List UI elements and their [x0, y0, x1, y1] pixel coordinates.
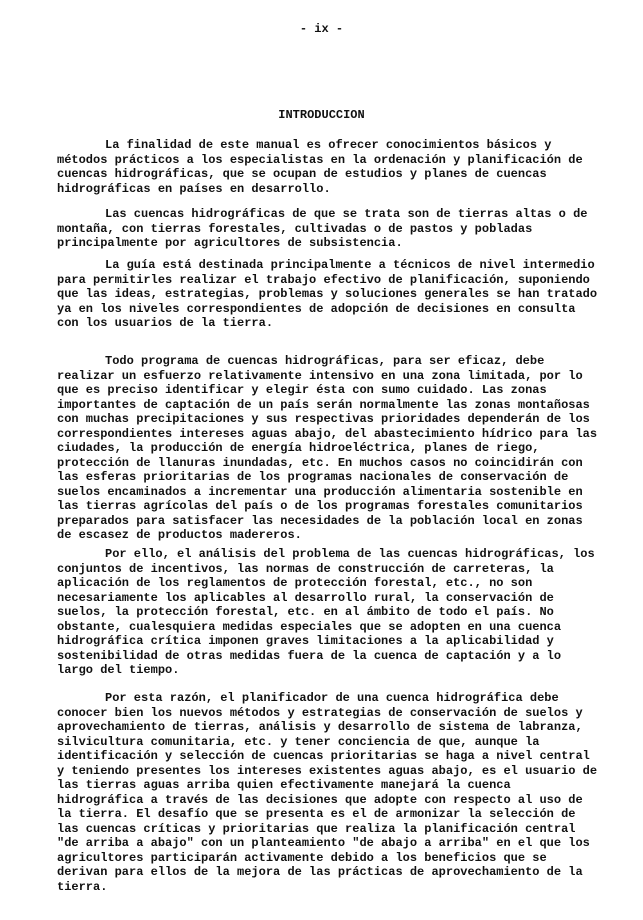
text-line: hidrográfica crítica imponen graves limitaciones a la aplicabilidad y [57, 634, 554, 648]
text-line: ciudades, la producción de energía hidroeléctrica, planes de riego, [57, 441, 540, 455]
text-line: que las ideas, estrategias, problemas y soluciones generales se han tratado [57, 287, 598, 301]
text-line: para permitirles realizar el trabajo efectivo de planificación, suponiendo [57, 272, 590, 287]
text-line: tierra. [57, 879, 108, 894]
text-line: protección de llanuras inundadas, etc. En muchos casos no coincidirán con [57, 455, 583, 470]
text-line: de escasez de productos madereros. [57, 528, 302, 542]
text-line: métodos prácticos a los especialistas en la ordenación y planificación de [57, 152, 583, 167]
text-line: principalmente por agricultores de subsistencia. [57, 236, 403, 250]
text-line: la tierra. El desafío que se presenta es el de armonizar la selección de [57, 807, 576, 821]
text-line: con los usuarios de la tierra. [57, 316, 274, 330]
text-line: montaña, con tierras forestales, cultivadas o de pastos y pobladas [57, 221, 533, 236]
text-line: La guía está destinada principalmente a técnicos de nivel intermedio [105, 258, 595, 272]
text-line: "de arriba a abajo" con un planteamiento "de abajo a arriba" en el que los [57, 836, 590, 850]
text-line: silvicultura comunitaria, etc. y tener conciencia de que, aunque la [57, 734, 540, 749]
text-line: importantes de captación de un país serán normalmente las zonas montañosas [57, 397, 590, 412]
text-line: las tierras aguas arriba quien efectivamente manejará la cuenca [57, 778, 511, 792]
text-line: las cuencas críticas y prioritarias que realiza la planificación central [57, 821, 576, 836]
text-line: que es preciso identificar y elegir ésta con sumo cuidado. Las zonas [57, 383, 547, 397]
text-line: conjuntos de incentivos, las normas de construcción de carreteras, la [57, 561, 554, 576]
text-line: largo del tiempo. [57, 663, 180, 677]
text-line: preparados para satisfacer las necesidades de la población local en zonas [57, 513, 583, 528]
text-line: suelos encaminados a incrementar una producción alimentaria sostenible en [57, 484, 583, 499]
section-title: INTRODUCCION [278, 108, 365, 122]
paragraph-1 [57, 138, 637, 196]
paragraph-6 [57, 691, 637, 894]
text-line: cuencas hidrográficas, que se ocupan de estudios y planes de cuencas [57, 167, 547, 181]
text-line: ya en los niveles correspondientes de adopción de decisiones en consulta [57, 301, 576, 316]
text-line: Por ello, el análisis del problema de las cuencas hidrográficas, los [105, 547, 595, 561]
text-line: realizar un esfuerzo relativamente intensivo en una zona limitada, por lo [57, 368, 583, 383]
text-line: derivan para ellos de la mejora de las prácticas de aprovechamiento de la [57, 865, 583, 879]
text-line: aplicación de los reglamentos de protección forestal, etc., no son [57, 576, 533, 590]
text-line: hidrográficas en países en desarrollo. [57, 181, 331, 196]
paragraph-3 [57, 258, 637, 331]
text-line: Por esta razón, el planificador de una cuenca hidrográfica debe [105, 691, 559, 705]
paragraph-2 [57, 207, 637, 251]
text-line: y teniendo presentes los intereses existentes aguas abajo, es el usuario de [57, 763, 598, 778]
text-line: las tierras agrícolas del país o de los programas forestales comunitarios [57, 499, 583, 513]
text-line: aprovechamiento de tierras, análisis y desarrollo de sistema de labranza, [57, 720, 583, 734]
text-line: Las cuencas hidrográficas de que se trata son de tierras altas o de [105, 207, 588, 221]
page-number: - ix - [299, 22, 344, 36]
text-line: sostenibilidad de otras medidas fuera de la cuenca de captación y a lo [57, 648, 562, 663]
text-line: La finalidad de este manual es ofrecer conocimientos básicos y [105, 138, 552, 152]
text-line: identificación y selección de cuencas prioritarias se haga a nivel central [57, 749, 590, 763]
text-line: las esferas prioritarias de los programas nacionales de conservación de [57, 470, 569, 484]
text-line: Todo programa de cuencas hidrográficas, para ser eficaz, debe [105, 354, 545, 368]
paragraph-5 [57, 547, 637, 678]
text-line: hidrográfica a través de las decisiones que adopte con respecto al uso de [57, 792, 583, 807]
text-line: suelos, la protección forestal, etc. en al ámbito de todo el país. No [57, 605, 554, 619]
text-line: agricultores participarán activamente debido a los beneficios que se [57, 850, 547, 865]
paragraph-4 [57, 354, 637, 543]
text-line: con muchas precipitaciones y sus respectivas prioridades dependerán de los [57, 412, 590, 426]
text-line: correspondientes intereses aguas abajo, del abastecimiento hídrico para las [57, 426, 598, 441]
text-line: conocer bien los nuevos métodos y estrategias de conservación de suelos y [57, 705, 583, 720]
text-line: necesariamente los aplicables al desarrollo rural, la conservación de [57, 590, 554, 605]
text-line: obstante, cualesquiera medidas especiales que se adopten en una cuenca [57, 619, 562, 634]
